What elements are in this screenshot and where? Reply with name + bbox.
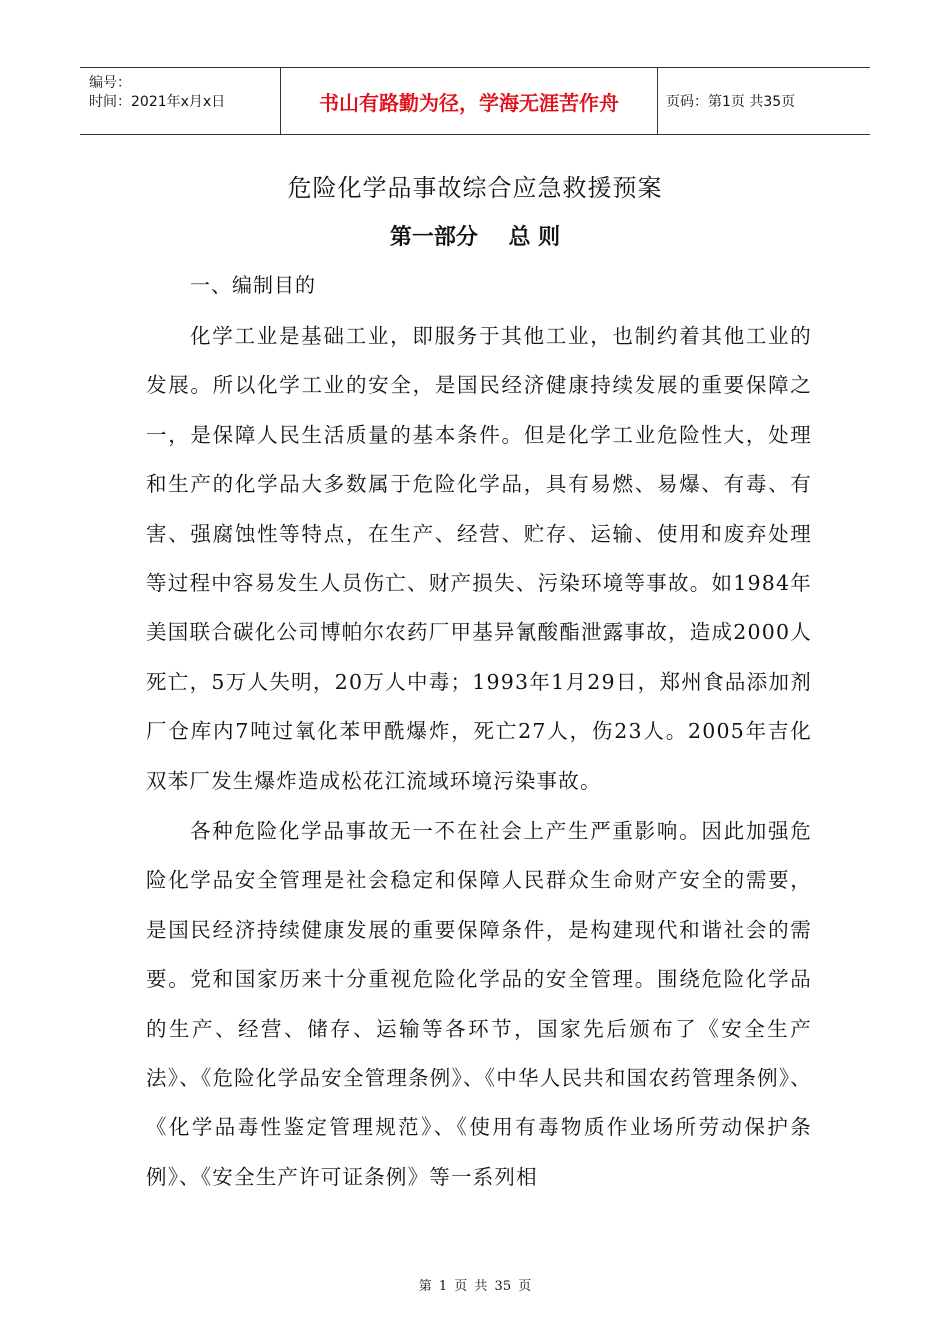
part-title: 第一部分 总 则 xyxy=(389,225,561,250)
document-title: 危险化学品事故综合应急救援预案 xyxy=(287,174,663,202)
date-label: 时间：2021年x月x日 xyxy=(89,94,226,110)
header-meta xyxy=(80,68,281,134)
header-page-info: 页码：第1页 共35页 xyxy=(666,94,796,110)
body-paragraph: 化学工业是基础工业，即服务于其他工业，也制约着其他工业的发展。所以化学工业的安全，是国民经济健康持续发展的重要保障之一，是保障人民生活质量的基本条件。但是化学工业危险性大，处理和生产的化学品大多数属于危险化学品，具有易燃、易爆、有毒、有害、强腐蚀性等特点，在生产、经营、贮存、运输、使用和废弃处理等过程中容易发生人员伤亡、财产损失、污染环境等事故。如1984年美国联合碳化公司博帕尔农药厂甲基异氰酸酯泄露事故，造成2000人死亡，5万人失明，20万人中毒；1993年1月29日，郑州食品添加剂厂仓库内7吨过氧化苯甲酰爆炸，死亡27人，伤23人。2005年吉化双苯厂发生爆炸造成松花江流域环境污染事故。 xyxy=(146,324,812,793)
page-header xyxy=(80,67,870,135)
body-paragraph: 各种危险化学品事故无一不在社会上产生严重影响。因此加强危险化学品安全管理是社会稳定和保障人民群众生命财产安全的需要，是国民经济持续健康发展的重要保障条件，是构建现代和谐社会的需要。党和国家历来十分重视危险化学品的安全管理。围绕危险化学品的生产、经营、储存、运输等各环节，国家先后颁布了《安全生产法》、《危险化学品安全管理条例》、《中华人民共和国农药管理条例》、《化学品毒性鉴定管理规范》、《使用有毒物质作业场所劳动保护条例》、《安全生产许可证条例》等一系列相 xyxy=(146,819,812,1189)
section-heading: 一、编制目的 xyxy=(190,273,316,297)
page-footer: 第 1 页 共 35 页 xyxy=(418,1279,532,1294)
header-motto: 书山有路勤为径，学海无涯苦作舟 xyxy=(281,68,658,134)
serial-number-label: 编号： xyxy=(89,75,131,91)
